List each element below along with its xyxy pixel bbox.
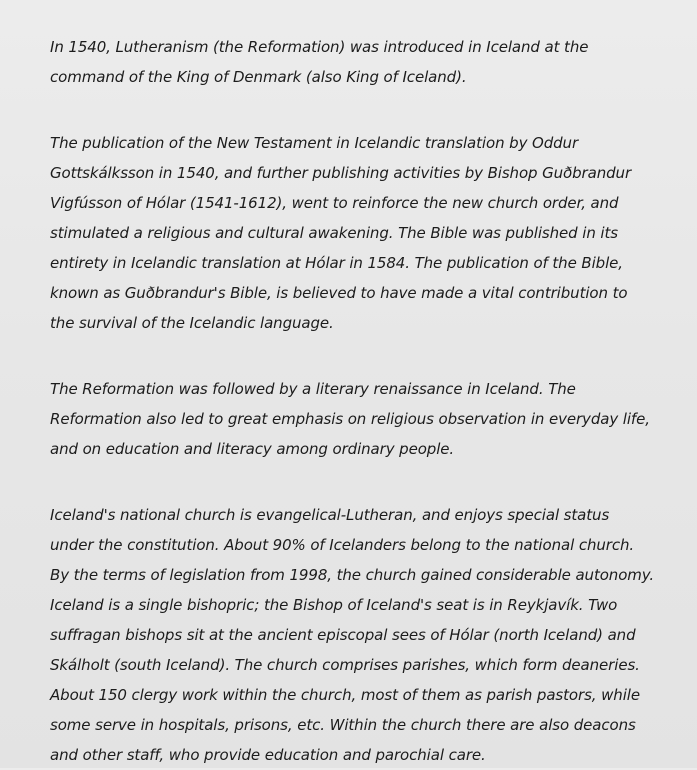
text-line: By the terms of legislation from 1998, the church gained considerable autonomy.: [50, 566, 655, 584]
text-line: Gottskálksson in 1540, and further publishing activities by Bishop Guðbrandur: [50, 164, 632, 182]
text-line: the survival of the Icelandic language.: [50, 314, 334, 332]
text-line: some serve in hospitals, prisons, etc. Within the church there are also deacons: [50, 716, 636, 734]
text-line: Iceland is a single bishopric; the Bishop of Iceland's seat is in Reykjavík. Two: [50, 596, 618, 614]
paragraph-bible-publication: [50, 128, 657, 338]
text-line: suffragan bishops sit at the ancient episcopal sees of Hólar (north Iceland) and: [50, 626, 636, 644]
text-line: The publication of the New Testament in Icelandic translation by Oddur: [50, 134, 579, 152]
text-line: and other staff, who provide education and parochial care.: [50, 746, 486, 764]
text-line: In 1540, Lutheranism (the Reformation) was introduced in Iceland at the: [50, 38, 589, 56]
text-line: Iceland's national church is evangelical-Lutheran, and enjoys special status: [50, 506, 610, 524]
paragraph-reformation-introduction: [50, 32, 657, 92]
text-line: Vigfússon of Hólar (1541-1612), went to reinforce the new church order, and: [50, 194, 619, 212]
text-line: command of the King of Denmark (also King of Iceland).: [50, 68, 467, 86]
text-line: under the constitution. About 90% of Icelanders belong to the national church.: [50, 536, 635, 554]
paragraph-national-church: [50, 500, 657, 770]
text-line: Reformation also led to great emphasis on religious observation in everyday life,: [50, 410, 650, 428]
text-line: The Reformation was followed by a literary renaissance in Iceland. The: [50, 380, 576, 398]
text-line: About 150 clergy work within the church, most of them as parish pastors, while: [50, 686, 640, 704]
text-line: known as Guðbrandur's Bible, is believed to have made a vital contribution to: [50, 284, 628, 302]
text-line: Skálholt (south Iceland). The church comprises parishes, which form deaneries.: [50, 656, 640, 674]
text-line: stimulated a religious and cultural awakening. The Bible was published in its: [50, 224, 618, 242]
paragraph-literary-renaissance: [50, 374, 657, 464]
text-line: and on education and literacy among ordinary people.: [50, 440, 455, 458]
text-line: entirety in Icelandic translation at Hólar in 1584. The publication of the Bible,: [50, 254, 623, 272]
